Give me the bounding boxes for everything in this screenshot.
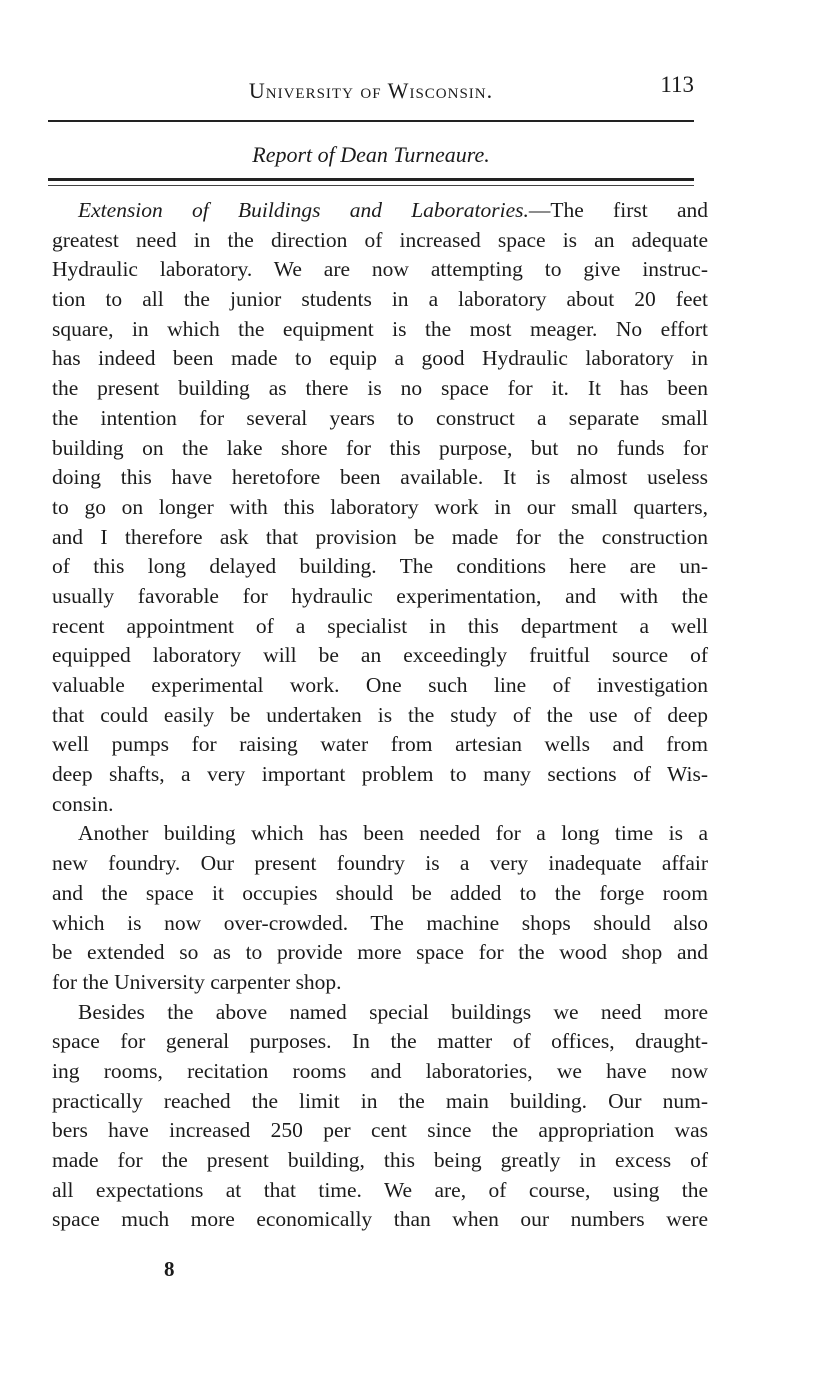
text-line: that could easily be undertaken is the study of the use of deep [52,702,708,727]
text-line: square, in which the equipment is the most meager. No effort [52,316,708,341]
text-line: and I therefore ask that provision be made for the construction [52,524,708,549]
text-line: Besides the above named special buildings we need more [78,999,708,1024]
text-line: be extended so as to provide more space for the wood shop and [52,940,708,965]
text-line: bers have increased 250 per cent since the appropriation was [52,1118,708,1143]
paragraph-heading: Extension of Buildings and Laboratories. [78,198,529,222]
text-line: doing this have heretofore been available. It is almost useless [52,465,708,490]
text-line: made for the present building, this being greatly in excess of [52,1148,708,1172]
signature-mark: 8 [164,1257,175,1281]
text-line: usually favorable for hydraulic experimentation, and with the [52,583,708,608]
double-rule-thick [48,178,694,181]
text-line: greatest need in the direction of increased space is an adequate [52,227,708,252]
text-line: to go on longer with this laboratory work in our small quarters, [52,494,708,519]
text-line: of this long delayed building. The conditions here are un- [52,554,708,579]
text-line: space much more economically than when our numbers were [52,1207,708,1232]
text-line: practically reached the limit in the main building. Our num- [52,1088,708,1113]
text-line: has indeed been made to equip a good Hydraulic laboratory in [52,346,708,371]
page-number: 113 [660,72,694,97]
text-line: valuable experimental work. One such line of investigation [52,673,708,697]
text-line: equipped laboratory will be an exceedingly fruitful source of [52,643,708,668]
running-head [48,72,694,106]
body-text [52,196,708,1235]
text-line: space for general purposes. In the matter of offices, draught- [52,1029,708,1054]
text-line: for the University carpenter shop. [52,969,342,994]
double-rule-thin [48,185,694,186]
text-line: the present building as there is no space for it. It has been [52,376,708,401]
text-line: deep shafts, a very important problem to many sections of Wis- [52,762,708,787]
text-line: Hydraulic laboratory. We are now attempting to give instruc- [52,257,708,282]
text-line: consin. [52,791,114,816]
text-line: ing rooms, recitation rooms and laboratories, we have now [52,1058,708,1083]
text-line: Extension of Buildings and Laboratories.—The first and [78,198,708,222]
running-title: University of Wisconsin. [248,78,494,103]
text-line: and the space it occupies should be added to the forge room [52,880,708,905]
text-line: the intention for several years to construct a separate small [52,405,708,430]
text-line: which is now over-crowded. The machine shops should also [52,910,708,935]
text-line: new foundry. Our present foundry is a very inadequate affair [52,851,708,876]
header-rule [48,120,694,122]
text-line: building on the lake shore for this purpose, but no funds for [52,435,708,460]
text-line: Another building which has been needed for a long time is a [78,821,708,846]
section-title: Report of Dean Turneaure. [252,142,490,167]
text-line: well pumps for raising water from artesian wells and from [52,732,708,757]
text-line: recent appointment of a specialist in this department a well [52,613,708,638]
text-line: all expectations at that time. We are, of course, using the [52,1177,708,1202]
text-line: tion to all the junior students in a laboratory about 20 feet [52,287,708,312]
